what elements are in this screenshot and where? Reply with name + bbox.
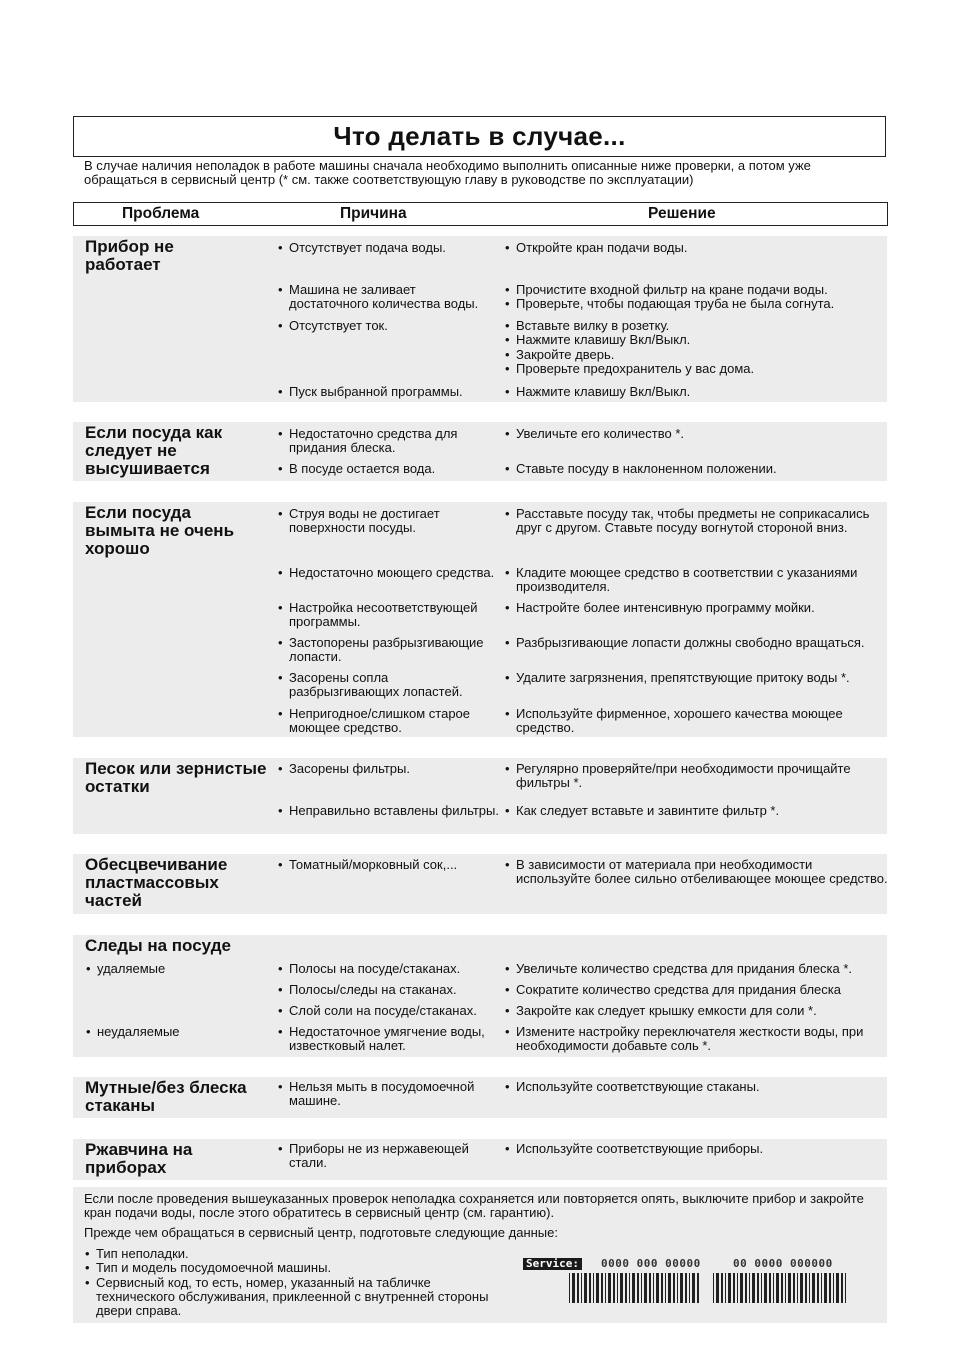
solution-cell bbox=[504, 671, 890, 685]
intro-text: В случае наличия неполадок в работе машины сначала необходимо выполнить описанные ниже проверки, а потом уже обращаться в сервисный центр (* см. также соответствующую главу в руководстве по эксплуатации) bbox=[84, 158, 811, 187]
problem-title: Ржавчина на приборах bbox=[85, 1140, 193, 1177]
cause-item: • Слой соли на посуде/стаканах. bbox=[277, 1004, 499, 1018]
problem-title: Прибор не работает bbox=[85, 237, 174, 274]
solution-item: • Закройте как следует крышку емкости для соли *. bbox=[504, 1004, 890, 1018]
footer-paragraph-1: Если после проведения вышеуказанных проверок неполадка сохраняется или повторяется опять, выключите прибор и закройте кран подачи воды, после этого обратитесь в сервисный центр (см. гарантию). bbox=[84, 1191, 864, 1220]
barcode-icon bbox=[523, 1257, 853, 1309]
cause-item: • Полосы/следы на стаканах. bbox=[277, 983, 499, 997]
solution-item: • Как следует вставьте и завинтите фильтр *. bbox=[504, 804, 890, 818]
cause-cell bbox=[277, 983, 499, 997]
cause-item: • В посуде остается вода. bbox=[277, 462, 499, 476]
cause-item: • Недостаточное умягчение воды, известковый налет. bbox=[277, 1025, 499, 1054]
cause-cell bbox=[277, 507, 499, 536]
solution-item: • Используйте соответствующие стаканы. bbox=[504, 1080, 890, 1094]
cause-item: • Засорены фильтры. bbox=[277, 762, 499, 776]
cause-item: • Настройка несоответствующей программы. bbox=[277, 601, 499, 630]
solution-item: • Используйте фирменное, хорошего качества моющее средство. bbox=[504, 707, 890, 736]
solution-cell bbox=[504, 601, 890, 615]
solution-item: • В зависимости от материала при необходимости используйте более сильно отбеливающее моющее средство. bbox=[504, 858, 890, 887]
solution-cell bbox=[504, 241, 890, 255]
solution-item: • Регулярно проверяйте/при необходимости прочищайте фильтры *. bbox=[504, 762, 890, 791]
problem-section bbox=[73, 758, 887, 834]
solution-cell bbox=[504, 507, 890, 536]
table-header bbox=[73, 202, 888, 226]
cause-cell bbox=[277, 462, 499, 476]
solution-cell bbox=[504, 1004, 890, 1018]
cause-item: • Непригодное/слишком старое моющее средство. bbox=[277, 707, 499, 736]
solution-item: • Сократите количество средства для придания блеска bbox=[504, 983, 890, 997]
service-label: Service: bbox=[523, 1258, 582, 1270]
cause-cell bbox=[277, 804, 499, 818]
list-item: • Тип неполадки. bbox=[84, 1247, 504, 1261]
cause-cell bbox=[277, 385, 499, 399]
solution-item: • Удалите загрязнения, препятствующие притоку воды *. bbox=[504, 671, 890, 685]
cause-item: • Недостаточно средства для придания блеска. bbox=[277, 427, 499, 456]
solution-item: • Откройте кран подачи воды. bbox=[504, 241, 890, 255]
problem-section bbox=[73, 502, 887, 737]
solution-cell bbox=[504, 983, 890, 997]
solution-cell bbox=[504, 566, 890, 595]
cause-item: • Нельзя мыть в посудомоечной машине. bbox=[277, 1080, 499, 1109]
problem-title: Если посуда вымыта не очень хорошо bbox=[85, 503, 235, 558]
header-problem: Проблема bbox=[122, 205, 200, 222]
cause-item: • Приборы не из нержавеющей стали. bbox=[277, 1142, 499, 1171]
solution-item: • Разбрызгивающие лопасти должны свободно вращаться. bbox=[504, 636, 890, 650]
solution-item: • Прочистите входной фильтр на кране подачи воды. bbox=[504, 283, 890, 297]
service-label-plate bbox=[523, 1257, 853, 1309]
solution-cell bbox=[504, 462, 890, 476]
title-box bbox=[73, 116, 886, 157]
cause-cell bbox=[277, 962, 499, 976]
solution-item: • Закройте дверь. bbox=[504, 348, 890, 362]
cause-item: • Полосы на посуде/стаканах. bbox=[277, 962, 499, 976]
cause-cell bbox=[277, 319, 499, 333]
cause-item: • Томатный/морковный сок,... bbox=[277, 858, 499, 872]
cause-cell bbox=[277, 283, 499, 312]
solution-cell bbox=[504, 385, 890, 399]
cause-item: • Неправильно вставлены фильтры. bbox=[277, 804, 499, 818]
problem-title: Мутные/без блеска стаканы bbox=[85, 1078, 247, 1115]
problem-title: Следы на посуде bbox=[85, 936, 231, 955]
cause-item: • Отсутствует ток. bbox=[277, 319, 499, 333]
solution-item: • Измените настройку переключателя жесткости воды, при необходимости добавьте соль *. bbox=[504, 1025, 890, 1054]
cause-item: • Застопорены разбрызгивающие лопасти. bbox=[277, 636, 499, 665]
cause-cell bbox=[277, 427, 499, 456]
list-item: • Сервисный код, то есть, номер, указанный на табличке технического обслуживания, приклеенной с внутренней стороны двери справа. bbox=[84, 1276, 491, 1319]
cause-cell bbox=[277, 707, 499, 736]
problem-section bbox=[73, 236, 887, 402]
cause-cell bbox=[277, 1080, 499, 1109]
solution-item: • Проверьте, чтобы подающая труба не была согнута. bbox=[504, 297, 890, 311]
problem-title: Если посуда как следует не высушивается bbox=[85, 423, 223, 478]
cause-cell bbox=[277, 566, 499, 580]
solution-cell bbox=[504, 427, 890, 441]
solution-cell bbox=[504, 858, 890, 887]
cause-item: • Машина не заливает достаточного количества воды. bbox=[277, 283, 499, 312]
solution-cell bbox=[504, 283, 890, 312]
problem-title: Песок или зернистые остатки bbox=[85, 759, 267, 796]
list-item: • Тип и модель посудомоечной машины. bbox=[84, 1261, 504, 1275]
cause-item: • Засорены сопла разбрызгивающих лопастей. bbox=[277, 671, 499, 700]
problem-subitem: • неудаляемые bbox=[85, 1025, 180, 1039]
solution-cell bbox=[504, 319, 890, 376]
solution-cell bbox=[504, 1025, 890, 1054]
service-code-1: 0000 000 00000 bbox=[601, 1257, 701, 1270]
solution-item: • Кладите моющее средство в соответствии с указаниями производителя. bbox=[504, 566, 890, 595]
solution-item: • Проверьте предохранитель у вас дома. bbox=[504, 362, 890, 376]
solution-item: • Расставьте посуду так, чтобы предметы не соприкасались друг с другом. Ставьте посуду вогнутой стороной вниз. bbox=[504, 507, 890, 536]
problem-section bbox=[73, 422, 887, 481]
cause-cell bbox=[277, 241, 499, 255]
solution-cell bbox=[504, 636, 890, 650]
problem-section bbox=[73, 935, 887, 1057]
solution-cell bbox=[504, 962, 890, 976]
cause-cell bbox=[277, 762, 499, 776]
cause-cell bbox=[277, 671, 499, 700]
problem-section bbox=[73, 1077, 887, 1118]
solution-item: • Вставьте вилку в розетку. bbox=[504, 319, 890, 333]
solution-cell bbox=[504, 804, 890, 818]
footer-paragraph-2: Прежде чем обращаться в сервисный центр, подготовьте следующие данные: bbox=[84, 1225, 558, 1240]
cause-cell bbox=[277, 1025, 499, 1054]
solution-item: • Настройте более интенсивную программу мойки. bbox=[504, 601, 890, 615]
cause-cell bbox=[277, 1142, 499, 1171]
cause-cell bbox=[277, 858, 499, 872]
cause-item: • Струя воды не достигает поверхности посуды. bbox=[277, 507, 499, 536]
cause-cell bbox=[277, 1004, 499, 1018]
cause-item: • Отсутствует подача воды. bbox=[277, 241, 499, 255]
cause-item: • Пуск выбранной программы. bbox=[277, 385, 499, 399]
cause-item: • Недостаточно моющего средства. bbox=[277, 566, 499, 580]
solution-cell bbox=[504, 707, 890, 736]
solution-item: • Нажмите клавишу Вкл/Выкл. bbox=[504, 333, 890, 347]
solution-cell bbox=[504, 1142, 890, 1156]
problem-section bbox=[73, 1139, 887, 1180]
solution-cell bbox=[504, 762, 890, 791]
footer-box bbox=[73, 1187, 887, 1323]
solution-item: • Увеличьте количество средства для придания блеска *. bbox=[504, 962, 890, 976]
cause-cell bbox=[277, 636, 499, 665]
solution-item: • Увеличьте его количество *. bbox=[504, 427, 890, 441]
problem-section bbox=[73, 854, 887, 914]
header-cause: Причина bbox=[340, 205, 407, 222]
solution-item: • Используйте соответствующие приборы. bbox=[504, 1142, 890, 1156]
problem-subitem: • удаляемые bbox=[85, 962, 165, 976]
service-code-2: 00 0000 000000 bbox=[733, 1257, 833, 1270]
footer-list bbox=[84, 1247, 504, 1318]
solution-cell bbox=[504, 1080, 890, 1094]
problem-title: Обесцвечивание пластмассовых частей bbox=[85, 855, 228, 910]
cause-cell bbox=[277, 601, 499, 630]
page-title: Что делать в случае... bbox=[333, 121, 626, 151]
solution-item: • Ставьте посуду в наклоненном положении. bbox=[504, 462, 890, 476]
header-solution: Решение bbox=[648, 205, 716, 222]
solution-item: • Нажмите клавишу Вкл/Выкл. bbox=[504, 385, 890, 399]
